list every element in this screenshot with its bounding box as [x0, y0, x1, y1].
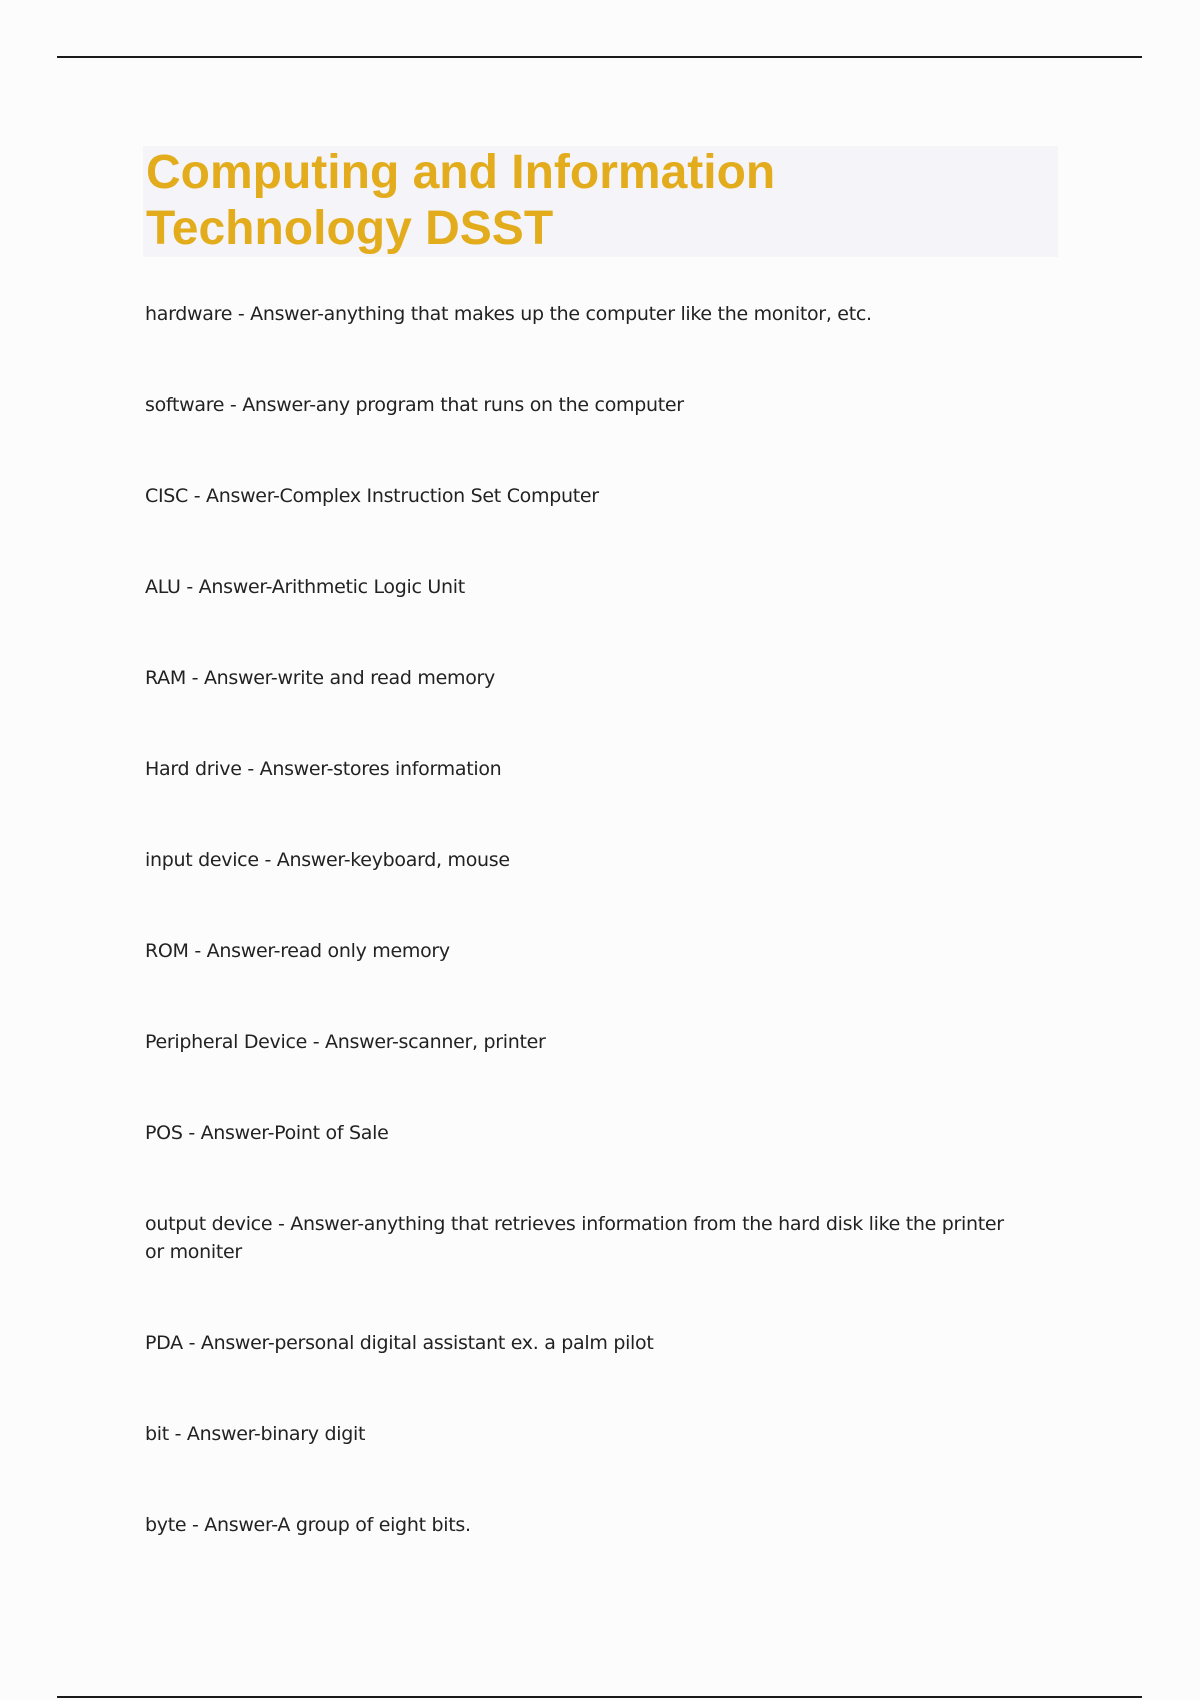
list-item-byte: byte - Answer-A group of eight bits.: [145, 1514, 471, 1536]
document-title: Computing and Information Technology DSST: [146, 146, 776, 255]
list-item-rom: ROM - Answer-read only memory: [145, 940, 450, 962]
top-divider: [57, 56, 1142, 58]
flashcard-list: [145, 300, 1025, 1602]
list-item-alu: ALU - Answer-Arithmetic Logic Unit: [145, 576, 465, 598]
list-item-software: software - Answer-any program that runs on the computer: [145, 394, 684, 416]
list-item-hardware: hardware - Answer-anything that makes up the computer like the monitor, etc.: [145, 303, 872, 325]
list-item-pda: PDA - Answer-personal digital assistant ex. a palm pilot: [145, 1332, 654, 1354]
list-item-bit: bit - Answer-binary digit: [145, 1423, 366, 1445]
list-item-peripheral-device: Peripheral Device - Answer-scanner, printer: [145, 1031, 546, 1053]
list-item-ram: RAM - Answer-write and read memory: [145, 667, 495, 689]
bottom-divider: [57, 1696, 1142, 1698]
list-item-output-device: output device - Answer-anything that retrieves information from the hard disk like the printer or moniter: [145, 1213, 1004, 1263]
list-item-hard-drive: Hard drive - Answer-stores information: [145, 758, 502, 780]
list-item-input-device: input device - Answer-keyboard, mouse: [145, 849, 510, 871]
list-item-pos: POS - Answer-Point of Sale: [145, 1122, 389, 1144]
list-item-cisc: CISC - Answer-Complex Instruction Set Computer: [145, 485, 599, 507]
